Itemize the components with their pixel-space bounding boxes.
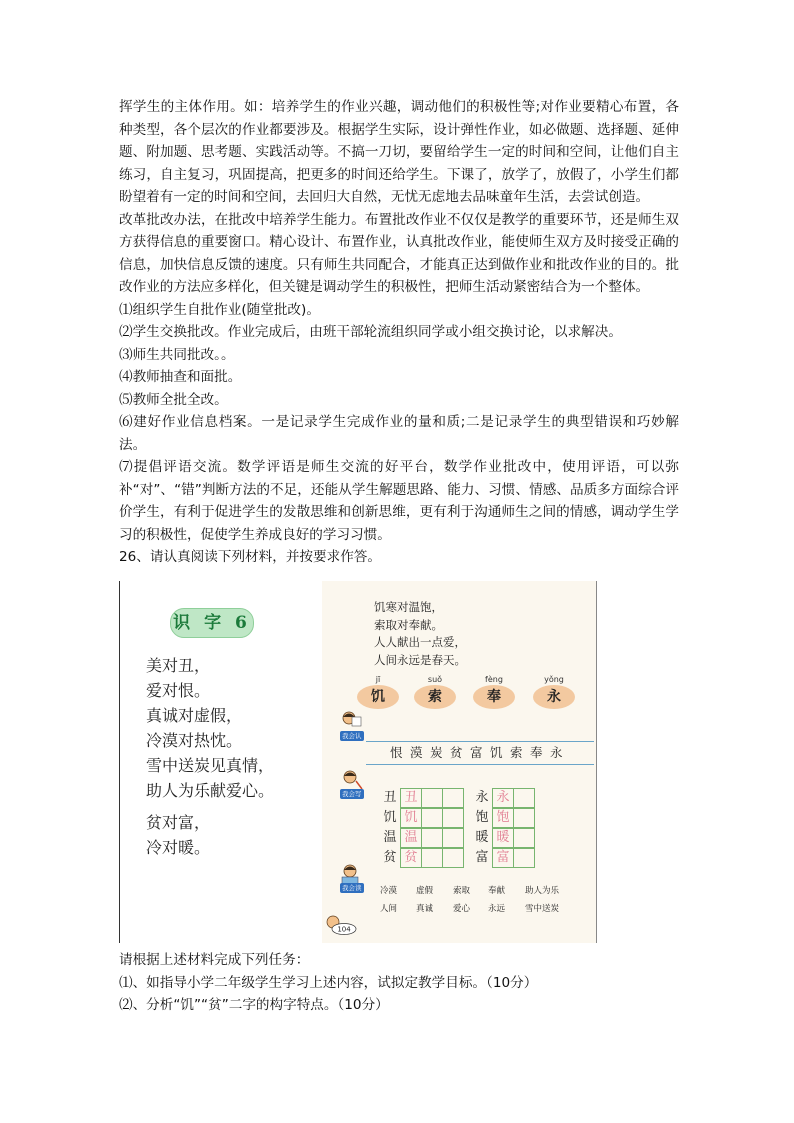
- grid-char: 富: [475, 850, 489, 865]
- body-text: [119, 96, 679, 569]
- pinyin-char: [472, 675, 516, 709]
- grid-row: [380, 828, 550, 848]
- grid-blank-cell: [421, 808, 443, 828]
- read-word: 真诚: [416, 904, 434, 914]
- right-poem: [374, 599, 466, 669]
- grid-row: [380, 788, 550, 808]
- poem-line: 美对丑，: [146, 656, 211, 675]
- grid-blank-cell: [442, 808, 464, 828]
- leaf-char: 索: [414, 685, 456, 709]
- grid-trace-cell: 饱: [492, 808, 514, 828]
- grid-trace-cell: 丑: [400, 788, 422, 808]
- left-panel: [120, 581, 300, 943]
- pinyin-row: [350, 675, 590, 713]
- pinyin-char: [356, 675, 400, 709]
- read-word: 爱心: [453, 904, 471, 914]
- grid-char: 丑: [383, 790, 397, 805]
- read-word: 虚假: [416, 886, 434, 896]
- read-word: 奉献: [488, 886, 506, 896]
- read-word: 永远: [488, 904, 506, 914]
- pinyin-char: [413, 675, 457, 709]
- page-number: 104: [337, 925, 351, 934]
- writing-grid: [380, 788, 550, 868]
- poem-line: 索取对奉献。: [374, 617, 443, 632]
- task-item: ⑴、如指导小学二年级学生学习上述内容，试拟定教学目标。（10分）: [119, 974, 538, 991]
- right-panel: [322, 581, 596, 943]
- grid-row: [380, 848, 550, 868]
- grid-blank-cell: [442, 848, 464, 868]
- read-word: 冷漠: [380, 886, 398, 896]
- grid-blank-cell: [513, 848, 535, 868]
- task-list: [119, 949, 679, 1017]
- label-read: 我会读: [342, 884, 362, 892]
- writing-kid-icon: [338, 769, 364, 791]
- leaf-char: 饥: [357, 685, 399, 709]
- grid-row: [380, 808, 550, 828]
- list-item: ⑸教师全批全改。: [119, 391, 228, 408]
- poem-line: 冷对暖。: [146, 838, 211, 857]
- read-word: 助人为乐: [525, 886, 560, 896]
- read-row: [380, 900, 580, 918]
- grid-trace-cell: 饥: [400, 808, 422, 828]
- read-word: 人间: [380, 904, 398, 914]
- reading-kid-icon: [338, 711, 364, 733]
- list-item: ⑺提倡评语交流。数学评语是师生交流的好平台，数学作业批改中，使用评语，可以弥补“对”、“错”判断方法的不足，还能从学生解题思路、能力、习惯、情感、品质多方面综合评价学生，有利于促进学生的发散思维和创新思维，更有利于沟通师生之间的情感，调动学生学习的积极性，促使学生养成良好的学习习惯。: [119, 459, 679, 543]
- grid-trace-cell: 富: [492, 848, 514, 868]
- list-item: ⑵学生交换批改。作业完成后，由班干部轮流组织同学或小组交换讨论，以求解决。: [119, 324, 622, 340]
- leaf-char: 奉: [473, 685, 515, 709]
- pinyin-text: jī: [375, 675, 381, 684]
- poem-line: 真诚对虚假，: [146, 706, 243, 725]
- poem-line: 饥寒对温饱，: [374, 600, 443, 614]
- grid-char: 贫: [383, 850, 397, 865]
- grid-blank-cell: [421, 828, 443, 848]
- grid-char: 温: [383, 830, 397, 845]
- grid-blank-cell: [421, 788, 443, 808]
- label-recognize: 我会认: [342, 732, 362, 740]
- paragraph-homework: 挥学生的主体作用。如：培养学生的作业兴趣，调动他们的积极性等;对作业要精心布置，各种类型，各个层次的作业都要涉及。根据学生实际，设计弹性作业，如必做题、选择题、延伸题、附加题、思考题、实践活动等。不搞一刀切，要留给学生一定的时间和空间，让他们自主练习，自主复习，巩固提高，把更多的时间还给学生。下课了，放学了，放假了，小学生们都盼望着有一定的时间和空间，去回归大自然，无忧无虑地去品味童年生活，去尝试创造。: [119, 99, 679, 205]
- pinyin-text: fèng: [485, 675, 503, 684]
- poem-line: 人人献出一点爱，: [374, 635, 466, 649]
- paragraph-grading: 改革批改办法，在批改中培养学生能力。布置批改作业不仅仅是教学的重要环节，还是师生双方获得信息的重要窗口。精心设计、布置作业，认真批改作业，能使师生双方及时接受正确的信息，加快信息反馈的速度。只有师生共同配合，才能真正达到做作业和批改作业的目的。批改作业的方法应多样化，但关键是调动学生的积极性，把师生活动紧密结合为一个整体。: [119, 211, 679, 295]
- textbook-figure: [119, 581, 597, 943]
- reading-words: [380, 882, 580, 918]
- left-poem-2: [146, 810, 210, 860]
- grid-blank-cell: [421, 848, 443, 868]
- grid-blank-cell: [442, 828, 464, 848]
- grid-blank-cell: [513, 788, 535, 808]
- grid-char: 永: [475, 790, 489, 805]
- label-write: 我会写: [342, 790, 362, 798]
- grid-trace-cell: 贫: [400, 848, 422, 868]
- list-item: ⑴组织学生自批作业(随堂批改)。: [119, 301, 320, 318]
- leaf-char: 永: [533, 685, 575, 709]
- list-item: ⑶师生共同批改。。: [119, 346, 235, 363]
- grid-char: 暖: [475, 830, 489, 845]
- read-word: 索取: [453, 886, 471, 896]
- poem-line: 贫对富，: [146, 813, 211, 832]
- read-word: 雪中送炭: [525, 904, 560, 914]
- question-26: 26、请认真阅读下列材料，并按要求作答。: [119, 549, 381, 565]
- list-item: ⑷教师抽查和面批。: [119, 369, 242, 385]
- grid-blank-cell: [513, 808, 535, 828]
- lesson-title-badge: 识 字 6: [170, 608, 254, 638]
- reading-aloud-kid-icon: [338, 863, 364, 885]
- page-number-badge: [324, 913, 358, 935]
- grid-blank-cell: [513, 828, 535, 848]
- pinyin-text: suǒ: [427, 675, 443, 684]
- read-row: [380, 882, 580, 900]
- left-poem: [146, 653, 274, 803]
- poem-line: 冷漠对热忱。: [146, 731, 243, 750]
- grid-trace-cell: 永: [492, 788, 514, 808]
- grid-blank-cell: [442, 788, 464, 808]
- task-intro: 请根据上述材料完成下列任务：: [119, 952, 310, 968]
- poem-line: 人间永远是春天。: [374, 652, 466, 667]
- task-item: ⑵、分析“饥”“贫”二字的构字特点。（10分）: [119, 997, 389, 1013]
- poem-line: 助人为乐献爱心。: [146, 781, 275, 800]
- grid-char: 饱: [475, 810, 489, 825]
- poem-line: 雪中送炭见真情，: [146, 756, 275, 775]
- list-item: ⑹建好作业信息档案。一是记录学生完成作业的量和质;二是记录学生的典型错误和巧妙解法。: [119, 414, 679, 453]
- pinyin-char: [532, 675, 576, 709]
- grid-char: 饥: [383, 810, 397, 825]
- grid-trace-cell: 暖: [492, 828, 514, 848]
- poem-line: 爱对恨。: [146, 681, 211, 700]
- recognize-chars: 恨漠炭贫富饥索奉永: [366, 741, 594, 765]
- grid-trace-cell: 温: [400, 828, 422, 848]
- pinyin-text: yǒng: [544, 675, 564, 684]
